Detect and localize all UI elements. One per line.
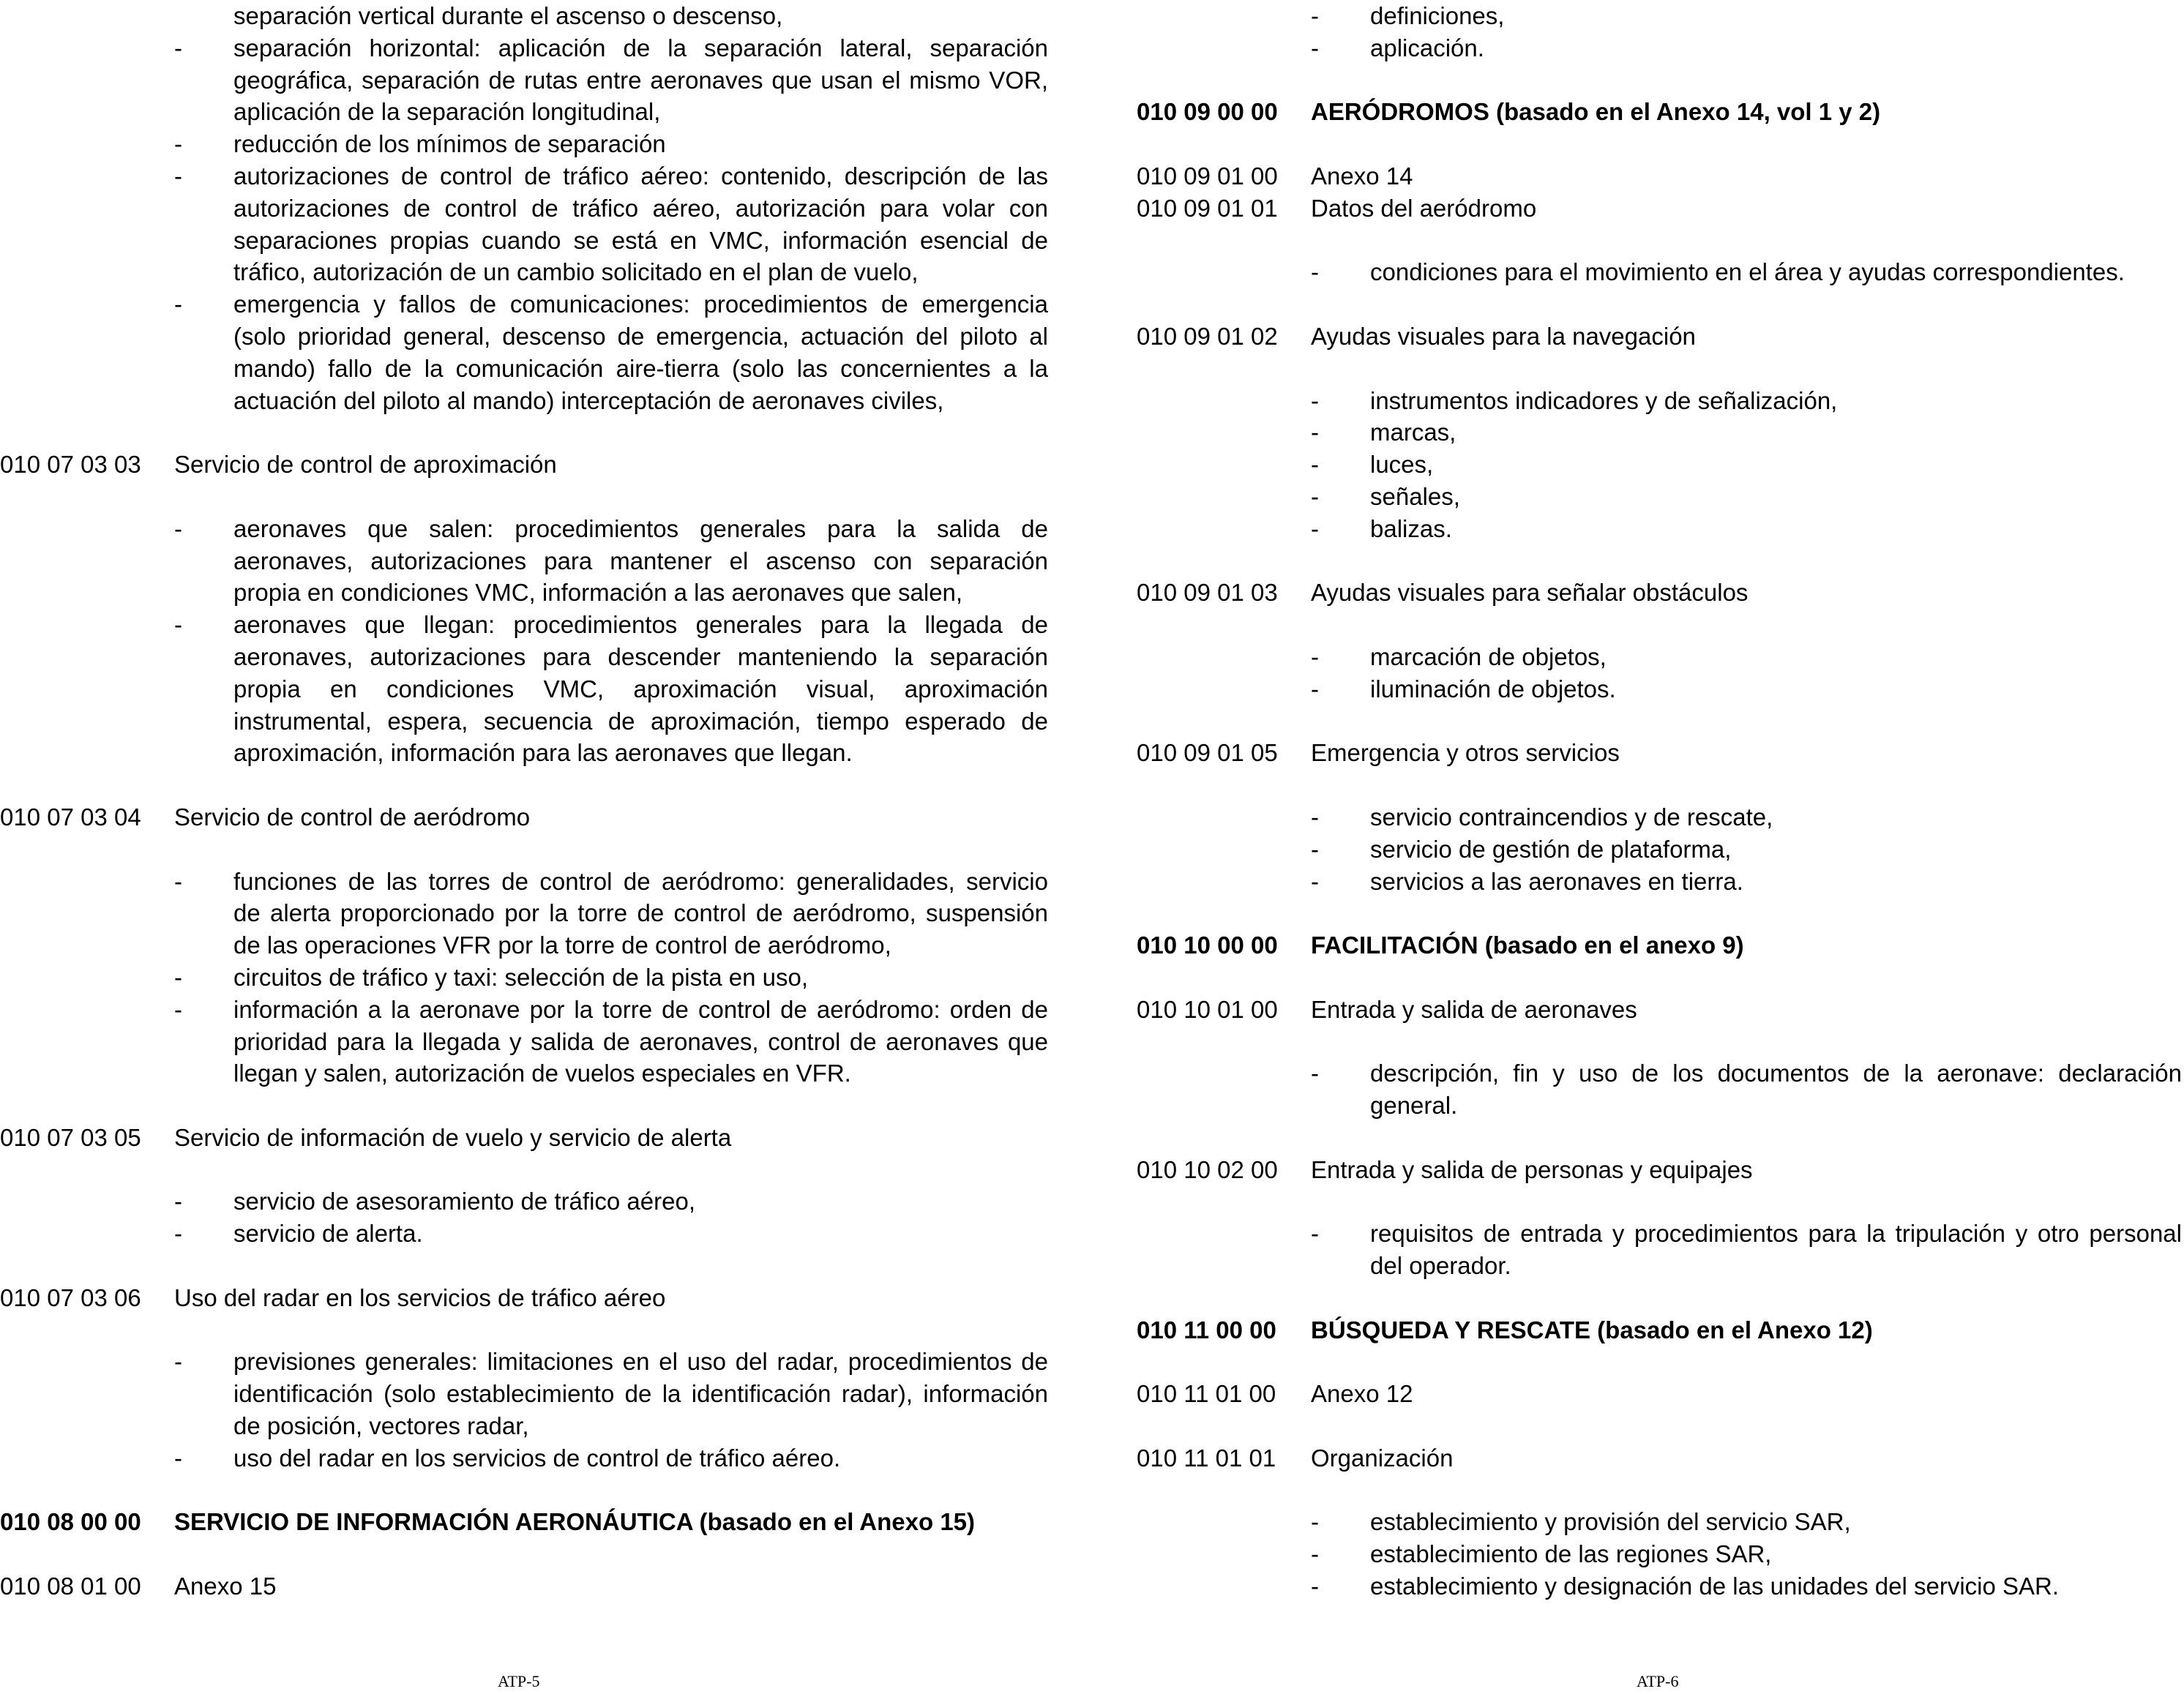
section-title: Servicio de control de aeródromo xyxy=(174,803,531,831)
bullet-text: de alerta proporcionado por la torre de control de aeródromo, suspensión xyxy=(233,899,1048,927)
bullet-dash: - xyxy=(174,1220,182,1248)
section-code: 010 09 01 02 xyxy=(1137,322,1278,350)
bullet-line xyxy=(0,192,1048,225)
bullet-text: aeronaves que salen: procedimientos generales para la salida de xyxy=(233,514,1048,542)
subsection-heading xyxy=(1137,160,2182,192)
bullet-text: establecimiento y provisión del servicio SAR, xyxy=(1370,1508,1851,1536)
bullet-dash: - xyxy=(174,130,182,158)
bullet-line xyxy=(0,866,1048,898)
bullet-text: de posición, vectores radar, xyxy=(233,1412,529,1440)
bullet-line xyxy=(1137,449,2182,481)
bullet-dash: - xyxy=(174,963,182,991)
bullet-dash: - xyxy=(174,514,182,542)
section-title: Entrada y salida de personas y equipajes xyxy=(1311,1155,1753,1183)
bullet-text: separación vertical durante el ascenso o descenso, xyxy=(233,2,783,29)
bullet-line xyxy=(0,1026,1048,1058)
section-code: 010 10 00 00 xyxy=(1137,932,1278,959)
section-title: Anexo 12 xyxy=(1311,1380,1413,1408)
section-title: Organización xyxy=(1311,1444,1454,1472)
section-title: Servicio de información de vuelo y servicio de alerta xyxy=(174,1123,732,1151)
blank-line xyxy=(1137,64,2182,97)
section-title: Entrada y salida de aeronaves xyxy=(1311,995,1637,1023)
bullet-line xyxy=(0,0,1048,32)
bullet-line xyxy=(0,545,1048,577)
bullet-dash: - xyxy=(1311,482,1319,510)
blank-line xyxy=(1137,1026,2182,1058)
bullet-line xyxy=(0,962,1048,994)
section-code: 010 07 03 05 xyxy=(0,1123,141,1151)
blank-line xyxy=(1137,705,2182,738)
section-title: AERÓDROMOS (basado en el Anexo 14, vol 1 y 2) xyxy=(1311,98,1881,126)
section-code: 010 09 01 05 xyxy=(1137,739,1278,767)
bullet-line xyxy=(0,32,1048,64)
page-number-right: ATP-6 xyxy=(1637,1672,1679,1690)
bullet-dash: - xyxy=(1311,1220,1319,1248)
section-code: 010 07 03 03 xyxy=(0,451,141,479)
bullet-dash: - xyxy=(1311,451,1319,479)
bullet-dash: - xyxy=(1311,1573,1319,1600)
bullet-dash: - xyxy=(174,291,182,318)
bullet-text: separaciones propias cuando se está en VMC, información esencial de xyxy=(233,226,1048,254)
blank-line xyxy=(0,481,1048,513)
bullet-line xyxy=(0,994,1048,1026)
bullet-line xyxy=(0,929,1048,962)
bullet-text: del operador. xyxy=(1370,1252,1511,1280)
section-heading xyxy=(1137,929,2182,962)
bullet-text: servicio de alerta. xyxy=(233,1220,423,1248)
bullet-dash: - xyxy=(1311,34,1319,61)
bullet-text: establecimiento de las regiones SAR, xyxy=(1370,1540,1772,1568)
bullet-line xyxy=(1137,673,2182,705)
bullet-line xyxy=(0,1218,1048,1250)
bullet-text: aeronaves, autorizaciones para mantener el ascenso con separación xyxy=(233,547,1048,574)
right-page-column xyxy=(1137,0,2182,1603)
bullet-text: llegan y salen, autorización de vuelos especiales en VFR. xyxy=(233,1060,851,1087)
bullet-text: servicio contraincendios y de rescate, xyxy=(1370,803,1773,831)
bullet-text: requisitos de entrada y procedimientos para la tripulación y otro personal xyxy=(1370,1220,2182,1248)
bullet-text: aproximación, información para las aeronaves que llegan. xyxy=(233,739,853,767)
bullet-text: geográfica, separación de rutas entre aeronaves que usan el mismo VOR, xyxy=(233,66,1048,94)
bullet-text: propia en condiciones VMC, información a las aeronaves que salen, xyxy=(233,579,963,607)
blank-line xyxy=(1137,609,2182,641)
bullet-dash: - xyxy=(1311,514,1319,542)
section-title: Ayudas visuales para la navegación xyxy=(1311,322,1696,350)
blank-line xyxy=(1137,1282,2182,1314)
section-title: Emergencia y otros servicios xyxy=(1311,739,1620,767)
bullet-line xyxy=(1137,1538,2182,1570)
bullet-dash: - xyxy=(174,867,182,895)
subsection-heading xyxy=(1137,321,2182,353)
bullet-line xyxy=(0,353,1048,385)
bullet-text: reducción de los mínimos de separación xyxy=(233,130,666,158)
bullet-text: autorizaciones de control de tráfico aéreo: contenido, descripción de las xyxy=(233,162,1048,190)
bullet-line xyxy=(0,1057,1048,1090)
bullet-line xyxy=(1137,513,2182,545)
bullet-dash: - xyxy=(1311,803,1319,831)
bullet-line xyxy=(1137,1090,2182,1122)
bullet-line xyxy=(0,513,1048,545)
bullet-line xyxy=(0,1442,1048,1474)
subsection-heading xyxy=(1137,577,2182,609)
bullet-text: marcas, xyxy=(1370,419,1456,446)
bullet-text: emergencia y fallos de comunicaciones: procedimientos de emergencia xyxy=(233,291,1048,318)
bullet-dash: - xyxy=(1311,1540,1319,1568)
bullet-text: condiciones para el movimiento en el área y ayudas correspondientes. xyxy=(1370,258,2125,286)
section-heading xyxy=(1137,96,2182,128)
section-title: Anexo 14 xyxy=(1311,162,1413,190)
bullet-dash: - xyxy=(1311,675,1319,702)
blank-line xyxy=(1137,288,2182,321)
section-title: Anexo 15 xyxy=(174,1573,277,1600)
bullet-line xyxy=(1137,833,2182,866)
subsection-heading xyxy=(1137,1378,2182,1410)
section-code: 010 11 00 00 xyxy=(1137,1316,1276,1343)
bullet-line xyxy=(0,160,1048,192)
bullet-line xyxy=(0,673,1048,705)
bullet-dash: - xyxy=(1311,419,1319,446)
section-code: 010 08 00 00 xyxy=(0,1508,141,1536)
page-number-left: ATP-5 xyxy=(498,1672,540,1690)
bullet-text: descripción, fin y uso de los documentos de la aeronave: declaración xyxy=(1370,1060,2182,1087)
bullet-text: establecimiento y designación de las unidades del servicio SAR. xyxy=(1370,1573,2060,1600)
section-title: BÚSQUEDA Y RESCATE (basado en el Anexo 12) xyxy=(1311,1316,1873,1343)
bullet-dash: - xyxy=(1311,386,1319,414)
bullet-line xyxy=(0,609,1048,641)
section-code: 010 09 00 00 xyxy=(1137,98,1278,126)
subsection-heading xyxy=(0,1282,1048,1314)
bullet-text: servicios a las aeronaves en tierra. xyxy=(1370,867,1743,895)
subsection-heading xyxy=(1137,994,2182,1026)
bullet-text: señales, xyxy=(1370,482,1460,510)
bullet-line xyxy=(1137,1506,2182,1538)
bullet-text: instrumentos indicadores y de señalización, xyxy=(1370,386,1838,414)
bullet-line xyxy=(1137,1250,2182,1282)
bullet-line xyxy=(1137,32,2182,64)
bullet-line xyxy=(1137,256,2182,288)
bullet-text: aeronaves que llegan: procedimientos generales para la llegada de xyxy=(233,611,1048,639)
subsection-heading xyxy=(0,1570,1048,1603)
section-title: Uso del radar en los servicios de tráfico aéreo xyxy=(174,1283,666,1311)
section-code: 010 07 03 06 xyxy=(0,1283,141,1311)
blank-line xyxy=(1137,769,2182,801)
bullet-line xyxy=(0,641,1048,673)
bullet-line xyxy=(1137,641,2182,673)
bullet-line xyxy=(1137,1570,2182,1603)
bullet-text: luces, xyxy=(1370,451,1434,479)
blank-line xyxy=(0,1474,1048,1507)
bullet-dash: - xyxy=(174,34,182,61)
section-title: Ayudas visuales para señalar obstáculos xyxy=(1311,579,1749,607)
section-code: 010 07 03 04 xyxy=(0,803,141,831)
bullet-line xyxy=(0,897,1048,929)
bullet-line xyxy=(0,737,1048,769)
bullet-line xyxy=(0,225,1048,257)
blank-line xyxy=(1137,128,2182,160)
subsection-heading xyxy=(1137,1154,2182,1186)
bullet-dash: - xyxy=(174,995,182,1023)
bullet-text: propia en condiciones VMC, aproximación visual, aproximación xyxy=(233,675,1048,702)
bullet-line xyxy=(1137,801,2182,833)
bullet-line xyxy=(0,1185,1048,1218)
bullet-text: balizas. xyxy=(1370,514,1452,542)
bullet-text: iluminación de objetos. xyxy=(1370,675,1616,702)
bullet-line xyxy=(0,64,1048,97)
bullet-line xyxy=(1137,481,2182,513)
bullet-line xyxy=(0,705,1048,738)
bullet-text: identificación (solo establecimiento de la identificación radar), información xyxy=(233,1380,1048,1408)
bullet-line xyxy=(0,288,1048,321)
bullet-text: separación horizontal: aplicación de la separación lateral, separación xyxy=(233,34,1048,61)
bullet-line xyxy=(0,321,1048,353)
bullet-dash: - xyxy=(1311,258,1319,286)
bullet-text: servicio de gestión de plataforma, xyxy=(1370,835,1732,863)
bullet-text: mando) fallo de la comunicación aire-tierra (solo las concernientes a la xyxy=(233,354,1048,382)
bullet-line xyxy=(0,1378,1048,1410)
bullet-text: servicio de asesoramiento de tráfico aéreo, xyxy=(233,1188,695,1215)
bullet-line xyxy=(1137,1218,2182,1250)
bullet-dash: - xyxy=(1311,1508,1319,1536)
bullet-dash: - xyxy=(174,611,182,639)
section-title: SERVICIO DE INFORMACIÓN AERONÁUTICA (basado en el Anexo 15) xyxy=(174,1508,976,1536)
left-page-column xyxy=(0,0,1048,1603)
blank-line xyxy=(0,1538,1048,1570)
subsection-heading xyxy=(0,801,1048,833)
bullet-dash: - xyxy=(1311,2,1319,29)
bullet-dash: - xyxy=(1311,642,1319,670)
bullet-text: marcación de objetos, xyxy=(1370,642,1607,670)
blank-line xyxy=(0,833,1048,866)
bullet-text: circuitos de tráfico y taxi: selección de la pista en uso, xyxy=(233,963,809,991)
blank-line xyxy=(1137,353,2182,385)
section-code: 010 08 01 00 xyxy=(0,1573,141,1600)
bullet-line xyxy=(0,96,1048,128)
bullet-dash: - xyxy=(174,162,182,190)
bullet-line xyxy=(1137,866,2182,898)
subsection-heading xyxy=(1137,1442,2182,1474)
bullet-line xyxy=(0,1410,1048,1442)
blank-line xyxy=(1137,1122,2182,1154)
section-code: 010 09 01 01 xyxy=(1137,194,1278,222)
section-title: Servicio de control de aproximación xyxy=(174,451,557,479)
blank-line xyxy=(1137,962,2182,994)
bullet-dash: - xyxy=(174,1188,182,1215)
bullet-line xyxy=(0,577,1048,609)
bullet-dash: - xyxy=(1311,867,1319,895)
bullet-text: aplicación de la separación longitudinal, xyxy=(233,98,661,126)
blank-line xyxy=(1137,1410,2182,1442)
blank-line xyxy=(1137,1185,2182,1218)
subsection-heading xyxy=(0,449,1048,481)
section-title: FACILITACIÓN (basado en el anexo 9) xyxy=(1311,932,1744,959)
section-code: 010 10 01 00 xyxy=(1137,995,1278,1023)
blank-line xyxy=(1137,225,2182,257)
bullet-text: general. xyxy=(1370,1092,1458,1120)
blank-line xyxy=(0,769,1048,801)
blank-line xyxy=(1137,897,2182,929)
bullet-text: aplicación. xyxy=(1370,34,1484,61)
bullet-dash: - xyxy=(1311,835,1319,863)
bullet-line xyxy=(0,256,1048,288)
bullet-dash: - xyxy=(174,1444,182,1472)
bullet-text: uso del radar en los servicios de control de tráfico aéreo. xyxy=(233,1444,841,1472)
bullet-line xyxy=(1137,0,2182,32)
section-heading xyxy=(0,1506,1048,1538)
bullet-line xyxy=(0,1346,1048,1378)
blank-line xyxy=(0,416,1048,449)
bullet-text: de las operaciones VFR por la torre de control de aeródromo, xyxy=(233,932,891,959)
bullet-text: información a la aeronave por la torre de control de aeródromo: orden de xyxy=(233,995,1048,1023)
section-code: 010 09 01 03 xyxy=(1137,579,1278,607)
bullet-dash: - xyxy=(1311,1060,1319,1087)
blank-line xyxy=(1137,545,2182,577)
blank-line xyxy=(0,1314,1048,1346)
bullet-text: definiciones, xyxy=(1370,2,1505,29)
bullet-text: (solo prioridad general, descenso de emergencia, actuación del piloto al xyxy=(233,322,1048,350)
section-code: 010 10 02 00 xyxy=(1137,1155,1278,1183)
blank-line xyxy=(1137,1474,2182,1507)
bullet-text: funciones de las torres de control de aeródromo: generalidades, servicio xyxy=(233,867,1048,895)
subsection-heading xyxy=(0,1122,1048,1154)
subsection-heading xyxy=(1137,737,2182,769)
section-code: 010 09 01 00 xyxy=(1137,162,1278,190)
bullet-line xyxy=(0,128,1048,160)
blank-line xyxy=(0,1090,1048,1122)
section-heading xyxy=(1137,1314,2182,1346)
bullet-text: aeronaves, autorizaciones para descender manteniendo la separación xyxy=(233,642,1048,670)
bullet-text: actuación del piloto al mando) interceptación de aeronaves civiles, xyxy=(233,386,944,414)
bullet-text: autorizaciones de control de tráfico aéreo, autorización para volar con xyxy=(233,194,1048,222)
bullet-text: tráfico, autorización de un cambio solicitado en el plan de vuelo, xyxy=(233,258,919,286)
blank-line xyxy=(0,1154,1048,1186)
bullet-text: previsiones generales: limitaciones en el uso del radar, procedimientos de xyxy=(233,1348,1048,1376)
section-code: 010 11 01 00 xyxy=(1137,1380,1276,1408)
bullet-text: prioridad para la llegada y salida de aeronaves, control de aeronaves que xyxy=(233,1027,1048,1055)
bullet-line xyxy=(0,385,1048,417)
section-title: Datos del aeródromo xyxy=(1311,194,1537,222)
section-code: 010 11 01 01 xyxy=(1137,1444,1276,1472)
bullet-line xyxy=(1137,1057,2182,1090)
subsection-heading xyxy=(1137,192,2182,225)
bullet-line xyxy=(1137,416,2182,449)
blank-line xyxy=(0,1250,1048,1282)
bullet-text: instrumental, espera, secuencia de aproximación, tiempo esperado de xyxy=(233,707,1048,735)
blank-line xyxy=(1137,1346,2182,1378)
bullet-dash: - xyxy=(174,1348,182,1376)
bullet-line xyxy=(1137,385,2182,417)
